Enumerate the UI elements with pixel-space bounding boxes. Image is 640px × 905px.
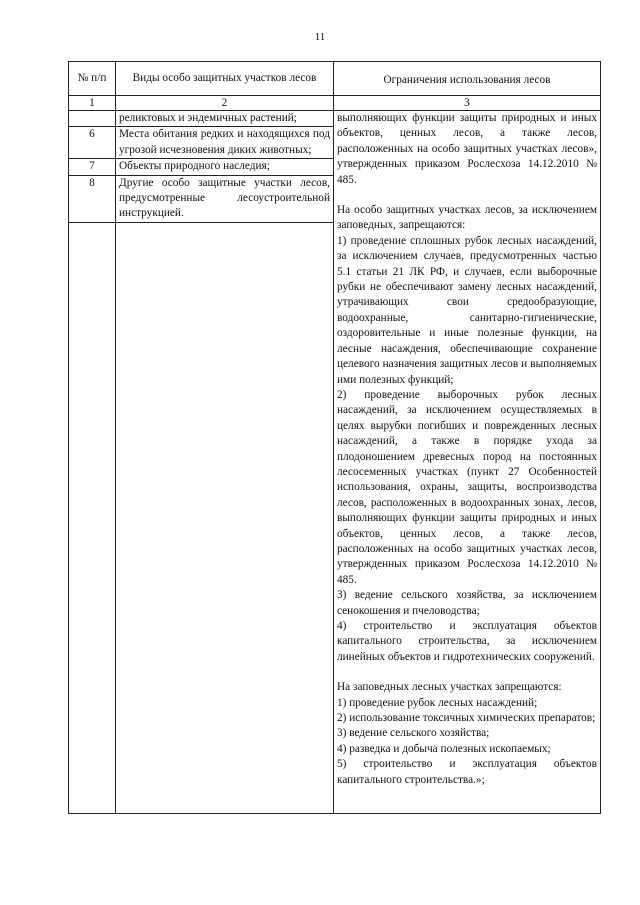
- empty-cell: [116, 222, 334, 813]
- row-number: 6: [69, 127, 116, 159]
- restrictions-intro: выполняющих функции защиты природных и иных объектов, ценных лесов, а также лесов, расположенных на особо защитных участках лесов», утвержденных приказом Рослесхоза 14.12.2010 № 485.: [337, 112, 597, 186]
- column-number: 1: [69, 96, 116, 111]
- row-type: Места обитания редких и находящихся под угрозой исчезновения диких животных;: [116, 127, 334, 159]
- reserve-item: 1) проведение рубок лесных насаждений;: [337, 696, 538, 709]
- reserve-heading: На заповедных лесных участках запрещаются:: [337, 681, 562, 694]
- row-number: [69, 111, 116, 127]
- reserve-item: 3) ведение сельского хозяйства;: [337, 727, 490, 740]
- restrictions-cell: [334, 111, 601, 814]
- restriction-item: 2) проведение выборочных рубок лесных насаждений, за исключением осуществляемых в целях вырубки погибших и поврежденных лесных насаждений, а также в порядке ухода за плодоношением древесных пород на постоянных лесосеменных участках (пункт 27 Особенностей использования, охраны, защиты, воспроизводства лесов, расположенных в водоохранных зонах, лесов, выполняющих функции защиты природных и иных объектов, ценных лесов, а также лесов, расположенных на особо защитных участках лесов, утвержденных приказом Рослесхоза 14.12.2010 № 485.: [337, 388, 597, 586]
- header-restrictions: Ограничения использования лесов: [334, 62, 601, 96]
- reserve-item: 2) использование токсичных химических препаратов;: [337, 712, 596, 725]
- restrictions-table: [68, 61, 601, 814]
- page-number: 11: [314, 31, 326, 43]
- column-number: 3: [334, 96, 601, 111]
- restriction-item: 4) строительство и эксплуатация объектов капитального строительства, за исключением линейных объектов и гидротехнических сооружений.: [337, 620, 597, 663]
- restriction-item: 3) ведение сельского хозяйства, за исключением сенокошения и пчеловодства;: [337, 589, 597, 617]
- reserve-item: 5) строительство и эксплуатация объектов капитального строительства.»;: [337, 758, 597, 786]
- header-types: Виды особо защитных участков лесов: [116, 62, 334, 96]
- restrictions-heading: На особо защитных участках лесов, за исключением заповедных, запрещаются:: [337, 204, 597, 232]
- row-type: Объекты природного наследия;: [116, 159, 334, 175]
- row-number: 8: [69, 175, 116, 222]
- column-number-row: [69, 96, 601, 111]
- header-num: № п/п: [69, 62, 116, 96]
- row-type: Другие особо защитные участки лесов, предусмотренные лесоустроительной инструкцией.: [116, 175, 334, 222]
- empty-cell: [69, 222, 116, 813]
- row-type: реликтовых и эндемичных растений;: [116, 111, 334, 127]
- row-number: 7: [69, 159, 116, 175]
- reserve-item: 4) разведка и добыча полезных ископаемых;: [337, 742, 551, 755]
- column-number: 2: [116, 96, 334, 111]
- table-row: [69, 111, 601, 127]
- restriction-item: 1) проведение сплошных рубок лесных насаждений, за исключением случаев, предусмотренных частью 5.1 статьи 21 ЛК РФ, и случаев, если выборочные рубки не обеспечивают замену лесных насаждений, утрачивающих свои средообразующие, водоохранные, санитарно-гигиенические, оздоровительные и иные полезные функции, на лесные насаждения, обеспечивающие сохранение целевого назначения защитных лесов и выполняемых ими полезных функций;: [337, 234, 597, 386]
- table-header-row: [69, 62, 601, 96]
